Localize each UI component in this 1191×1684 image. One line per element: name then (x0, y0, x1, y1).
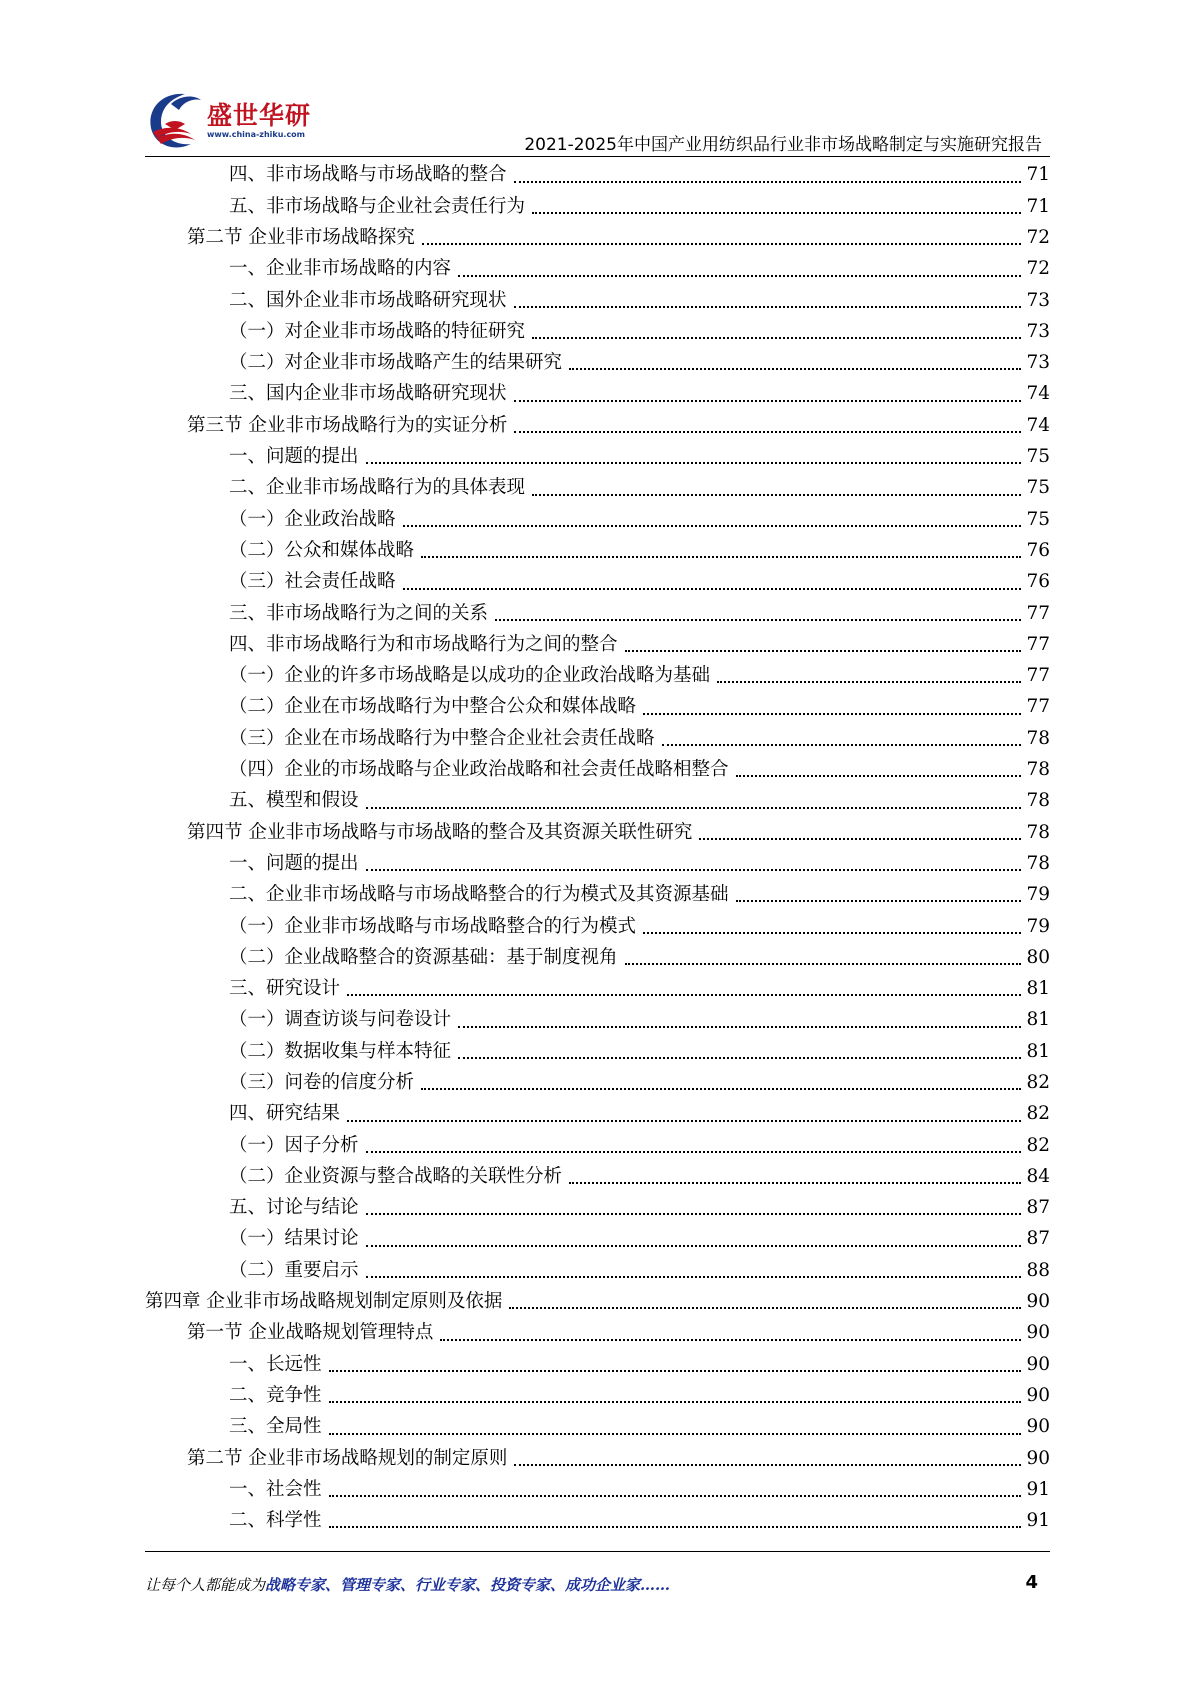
toc-entry[interactable] (145, 223, 1050, 254)
toc-entry-page: 73 (1026, 320, 1050, 342)
toc-leader-dots (329, 1401, 1022, 1403)
toc-leader-dots (514, 181, 1022, 183)
toc-entry-page: 77 (1026, 602, 1050, 624)
toc-entry-title: 一、社会性 (229, 1478, 322, 1500)
toc-entry[interactable] (145, 849, 1050, 880)
toc-leader-dots (458, 275, 1021, 277)
toc-entry-title: （一）对企业非市场战略的特征研究 (229, 320, 526, 342)
toc-entry-page: 90 (1026, 1322, 1050, 1344)
toc-entry-page: 78 (1026, 790, 1050, 812)
toc-entry-page: 81 (1026, 1009, 1050, 1031)
toc-entry[interactable] (145, 160, 1050, 191)
toc-leader-dots (403, 525, 1022, 527)
toc-entry[interactable] (145, 410, 1050, 441)
toc-entry-title: （三）问卷的信度分析 (229, 1072, 415, 1093)
toc-entry-title: 一、问题的提出 (229, 446, 359, 468)
page-header (145, 78, 1050, 160)
toc-leader-dots (366, 1151, 1022, 1153)
toc-leader-dots (625, 650, 1022, 652)
toc-entry[interactable] (145, 629, 1050, 660)
toc-leader-dots (569, 1182, 1021, 1184)
toc-entry-title: 二、企业非市场战略行为的具体表现 (229, 477, 526, 499)
toc-entry[interactable] (145, 1474, 1050, 1505)
toc-entry[interactable] (145, 379, 1050, 410)
toc-entry-title: （二）企业战略整合的资源基础：基于制度视角 (229, 946, 618, 968)
toc-leader-dots (366, 807, 1022, 809)
toc-entry[interactable] (145, 661, 1050, 692)
toc-entry[interactable] (145, 1349, 1050, 1380)
toc-entry[interactable] (145, 723, 1050, 754)
toc-entry-title: 第四节 企业非市场战略与市场战略的整合及其资源关联性研究 (187, 821, 693, 843)
toc-entry[interactable] (145, 1036, 1050, 1067)
toc-entry-page: 74 (1026, 414, 1050, 436)
toc-entry-page: 82 (1026, 1134, 1050, 1156)
toc-entry-page: 77 (1026, 633, 1050, 655)
toc-leader-dots (421, 556, 1021, 558)
toc-leader-dots (532, 494, 1021, 496)
toc-leader-dots (532, 212, 1021, 214)
toc-entry-title: 第三节 企业非市场战略行为的实证分析 (187, 414, 508, 436)
toc-leader-dots (514, 1464, 1021, 1466)
toc-entry[interactable] (145, 316, 1050, 347)
toc-entry-title: 四、非市场战略与市场战略的整合 (229, 164, 507, 186)
toc-leader-dots (625, 963, 1022, 965)
toc-entry-title: 二、企业非市场战略与市场战略整合的行为模式及其资源基础 (229, 884, 729, 906)
toc-entry-page: 72 (1026, 226, 1050, 248)
toc-entry-page: 82 (1026, 1103, 1050, 1125)
toc-entry-page: 90 (1026, 1291, 1050, 1313)
toc-entry-page: 74 (1026, 383, 1050, 405)
toc-entry-page: 91 (1026, 1478, 1050, 1500)
page-footer (145, 1574, 1050, 1604)
toc-entry-title: 二、科学性 (229, 1510, 322, 1532)
report-title: 2021-2025年中国产业用纺织品行业非市场战略制定与实施研究报告 (524, 135, 1042, 155)
toc-leader-dots (329, 1433, 1022, 1435)
toc-entry[interactable] (145, 1005, 1050, 1036)
toc-entry[interactable] (145, 880, 1050, 911)
toc-entry-title: （二）公众和媒体战略 (229, 539, 415, 561)
toc-leader-dots (736, 900, 1022, 902)
toc-entry-title: 五、模型和假设 (229, 790, 359, 812)
toc-leader-dots (329, 1370, 1022, 1372)
toc-entry[interactable] (145, 504, 1050, 535)
toc-entry-title: 一、企业非市场战略的内容 (229, 258, 452, 280)
toc-entry[interactable] (145, 1162, 1050, 1193)
toc-entry-title: 第四章 企业非市场战略规划制定原则及依据 (145, 1291, 503, 1313)
toc-entry-title: 三、全局性 (229, 1416, 322, 1438)
toc-entry-page: 79 (1026, 884, 1050, 906)
toc-entry[interactable] (145, 1318, 1050, 1349)
toc-leader-dots (403, 588, 1022, 590)
toc-entry-title: （三）企业在市场战略行为中整合企业社会责任战略 (229, 727, 655, 749)
toc-leader-dots (422, 243, 1022, 245)
table-of-contents (145, 160, 1050, 1537)
toc-leader-dots (458, 1057, 1021, 1059)
footer-slogan (145, 1574, 670, 1595)
toc-entry-page: 79 (1026, 915, 1050, 937)
toc-leader-dots (329, 1495, 1022, 1497)
toc-entry[interactable] (145, 1068, 1050, 1099)
toc-entry[interactable] (145, 755, 1050, 786)
toc-entry[interactable] (145, 786, 1050, 817)
toc-leader-dots (421, 1088, 1021, 1090)
toc-entry-title: 三、非市场战略行为之间的关系 (229, 602, 489, 624)
toc-entry-page: 88 (1026, 1259, 1050, 1281)
toc-leader-dots (532, 337, 1021, 339)
toc-leader-dots (366, 462, 1022, 464)
slogan-prefix: 让每个人都能成为 (145, 1576, 266, 1594)
toc-entry[interactable] (145, 817, 1050, 848)
toc-entry-title: （一）企业的许多市场战略是以成功的企业政治战略为基础 (229, 665, 711, 687)
toc-entry-page: 71 (1026, 164, 1050, 186)
toc-entry-title: （一）结果讨论 (229, 1228, 359, 1250)
toc-entry-page: 78 (1026, 852, 1050, 874)
toc-entry-page: 84 (1026, 1165, 1050, 1187)
toc-entry-page: 87 (1026, 1228, 1050, 1250)
toc-leader-dots (329, 1526, 1022, 1528)
toc-entry[interactable] (145, 942, 1050, 973)
toc-entry-page: 78 (1026, 821, 1050, 843)
toc-leader-dots (495, 619, 1021, 621)
toc-entry-page: 77 (1026, 665, 1050, 687)
toc-entry[interactable] (145, 285, 1050, 316)
toc-leader-dots (366, 1276, 1022, 1278)
page-number: 4 (1025, 1572, 1038, 1593)
toc-entry[interactable] (145, 1130, 1050, 1161)
toc-entry-title: （二）企业在市场战略行为中整合公众和媒体战略 (229, 696, 637, 718)
toc-entry-page: 72 (1026, 258, 1050, 280)
toc-entry-title: 三、研究设计 (229, 978, 341, 1000)
toc-leader-dots (366, 869, 1022, 871)
toc-entry-page: 87 (1026, 1197, 1050, 1219)
toc-entry-title: （二）数据收集与样本特征 (229, 1040, 452, 1062)
toc-entry-title: （二）重要启示 (229, 1259, 359, 1281)
toc-entry-page: 81 (1026, 978, 1050, 1000)
toc-entry-page: 73 (1026, 352, 1050, 374)
toc-entry-title: 一、长远性 (229, 1353, 322, 1375)
toc-leader-dots (662, 744, 1022, 746)
toc-leader-dots (514, 400, 1022, 402)
toc-entry-title: （一）因子分析 (229, 1134, 359, 1156)
toc-leader-dots (717, 681, 1021, 683)
toc-entry[interactable] (145, 191, 1050, 222)
toc-entry-title: （一）企业政治战略 (229, 508, 396, 530)
slogan-highlight: 战略专家、管理专家、行业专家、投资专家、成功企业家…… (265, 1576, 671, 1594)
toc-entry-page: 80 (1026, 946, 1050, 968)
toc-entry[interactable] (145, 974, 1050, 1005)
toc-leader-dots (347, 994, 1021, 996)
toc-entry-page: 90 (1026, 1384, 1050, 1406)
toc-leader-dots (569, 368, 1021, 370)
toc-leader-dots (736, 775, 1022, 777)
toc-entry-title: （四）企业的市场战略与企业政治战略和社会责任战略相整合 (229, 759, 729, 781)
toc-entry-title: 二、竞争性 (229, 1384, 322, 1406)
toc-entry[interactable] (145, 536, 1050, 567)
toc-entry[interactable] (145, 254, 1050, 285)
toc-entry-page: 71 (1026, 195, 1050, 217)
toc-entry-page: 78 (1026, 727, 1050, 749)
toc-leader-dots (699, 838, 1021, 840)
toc-entry-page: 90 (1026, 1416, 1050, 1438)
toc-entry-title: 第二节 企业非市场战略规划的制定原则 (187, 1447, 508, 1469)
toc-entry[interactable] (145, 1381, 1050, 1412)
toc-entry-title: （二）对企业非市场战略产生的结果研究 (229, 352, 563, 374)
toc-entry-page: 82 (1026, 1072, 1050, 1093)
toc-entry-page: 81 (1026, 1040, 1050, 1062)
toc-entry-page: 90 (1026, 1353, 1050, 1375)
footer-divider (145, 1551, 1050, 1552)
toc-entry[interactable] (145, 348, 1050, 379)
toc-entry[interactable] (145, 692, 1050, 723)
toc-entry-page: 75 (1026, 477, 1050, 499)
toc-leader-dots (643, 713, 1021, 715)
toc-entry-title: （二）企业资源与整合战略的关联性分析 (229, 1165, 563, 1187)
toc-leader-dots (347, 1120, 1021, 1122)
toc-entry-title: 第二节 企业非市场战略探究 (187, 226, 415, 248)
toc-entry[interactable] (145, 1193, 1050, 1224)
toc-leader-dots (366, 1245, 1022, 1247)
toc-entry-title: 三、国内企业非市场战略研究现状 (229, 383, 507, 405)
toc-entry-title: 第一节 企业战略规划管理特点 (187, 1322, 434, 1344)
toc-entry-page: 76 (1026, 539, 1050, 561)
toc-entry-title: 一、问题的提出 (229, 852, 359, 874)
toc-entry-title: 五、非市场战略与企业社会责任行为 (229, 195, 526, 217)
logo-url: www.china-zhiku.com (207, 130, 306, 139)
toc-entry[interactable] (145, 567, 1050, 598)
toc-entry-title: （一）调查访谈与问卷设计 (229, 1009, 452, 1031)
toc-entry-title: 二、国外企业非市场战略研究现状 (229, 289, 507, 311)
toc-leader-dots (509, 1307, 1021, 1309)
header-divider (145, 156, 1050, 157)
toc-entry[interactable] (145, 911, 1050, 942)
toc-entry[interactable] (145, 1224, 1050, 1255)
toc-entry-page: 75 (1026, 508, 1050, 530)
toc-entry[interactable] (145, 1255, 1050, 1286)
toc-entry[interactable] (145, 442, 1050, 473)
toc-entry-title: （三）社会责任战略 (229, 571, 396, 593)
toc-entry-title: 四、非市场战略行为和市场战略行为之间的整合 (229, 633, 618, 655)
toc-leader-dots (366, 1213, 1022, 1215)
toc-entry[interactable] (145, 473, 1050, 504)
toc-entry[interactable] (145, 1099, 1050, 1130)
toc-entry-title: 五、讨论与结论 (229, 1197, 359, 1219)
toc-leader-dots (458, 1026, 1021, 1028)
toc-leader-dots (643, 932, 1021, 934)
toc-leader-dots (514, 306, 1022, 308)
toc-entry-page: 75 (1026, 446, 1050, 468)
toc-entry-page: 91 (1026, 1510, 1050, 1532)
toc-entry[interactable] (145, 1412, 1050, 1443)
toc-leader-dots (514, 431, 1021, 433)
logo-name: 盛世华研 (207, 101, 312, 130)
toc-entry-title: （一）企业非市场战略与市场战略整合的行为模式 (229, 915, 637, 937)
toc-entry[interactable] (145, 1287, 1050, 1318)
toc-leader-dots (440, 1339, 1021, 1341)
toc-entry-page: 76 (1026, 571, 1050, 593)
toc-entry-page: 77 (1026, 696, 1050, 718)
toc-entry-title: 四、研究结果 (229, 1103, 341, 1125)
toc-entry[interactable] (145, 598, 1050, 629)
toc-entry[interactable] (145, 1506, 1050, 1537)
toc-entry[interactable] (145, 1443, 1050, 1474)
toc-entry-page: 73 (1026, 289, 1050, 311)
toc-entry-page: 90 (1026, 1447, 1050, 1469)
toc-entry-page: 78 (1026, 759, 1050, 781)
